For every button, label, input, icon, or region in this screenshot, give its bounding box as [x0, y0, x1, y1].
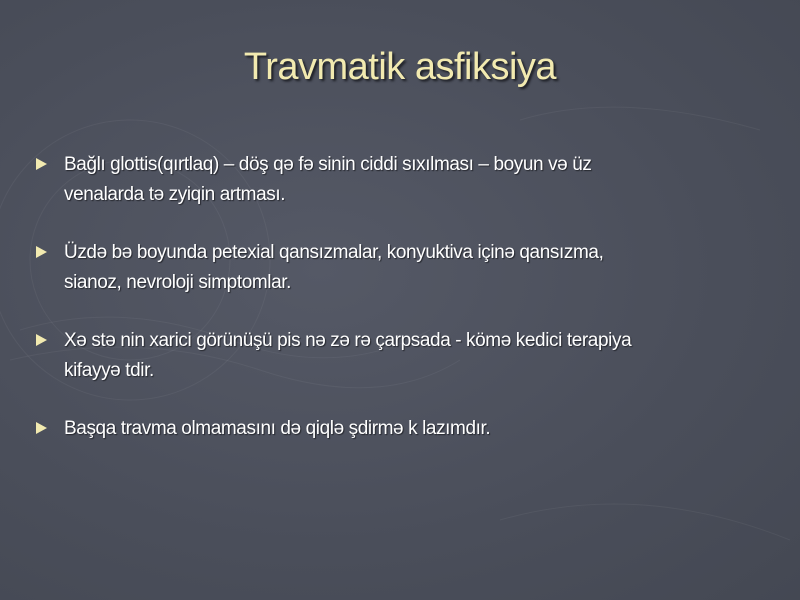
bullet-item — [36, 238, 766, 298]
bullet-list — [36, 150, 766, 444]
bullet-text-line: kifayyə tdir. — [64, 360, 154, 381]
triangle-arrow-icon — [36, 158, 47, 170]
triangle-arrow-icon — [36, 246, 47, 258]
bullet-text-line: Başqa travma olmamasını də qiqlə şdirmə k lazımdır. — [64, 418, 491, 439]
slide-title: Travmatik asfiksiya — [243, 46, 557, 88]
bullet-text-line: venalarda tə zyiqin artması. — [64, 184, 286, 205]
triangle-arrow-icon — [36, 422, 47, 434]
bullet-text-line: Bağlı glottis(qırtlaq) – döş qə fə sinin ciddi sıxılması – boyun və üz — [64, 154, 592, 175]
bullet-text-line: Üzdə bə boyunda petexial qansızmalar, konyuktiva içinə qansızma, — [64, 242, 604, 263]
bullet-item — [36, 150, 766, 210]
bullet-text-line: Xə stə nin xarici görünüşü pis nə zə rə çarpsada - kömə kedici terapiya — [64, 330, 632, 351]
triangle-arrow-icon — [36, 334, 47, 346]
bullet-item — [36, 326, 766, 386]
bullet-text-line: sianoz, nevroloji simptomlar. — [64, 272, 292, 293]
bullet-item — [36, 414, 766, 444]
